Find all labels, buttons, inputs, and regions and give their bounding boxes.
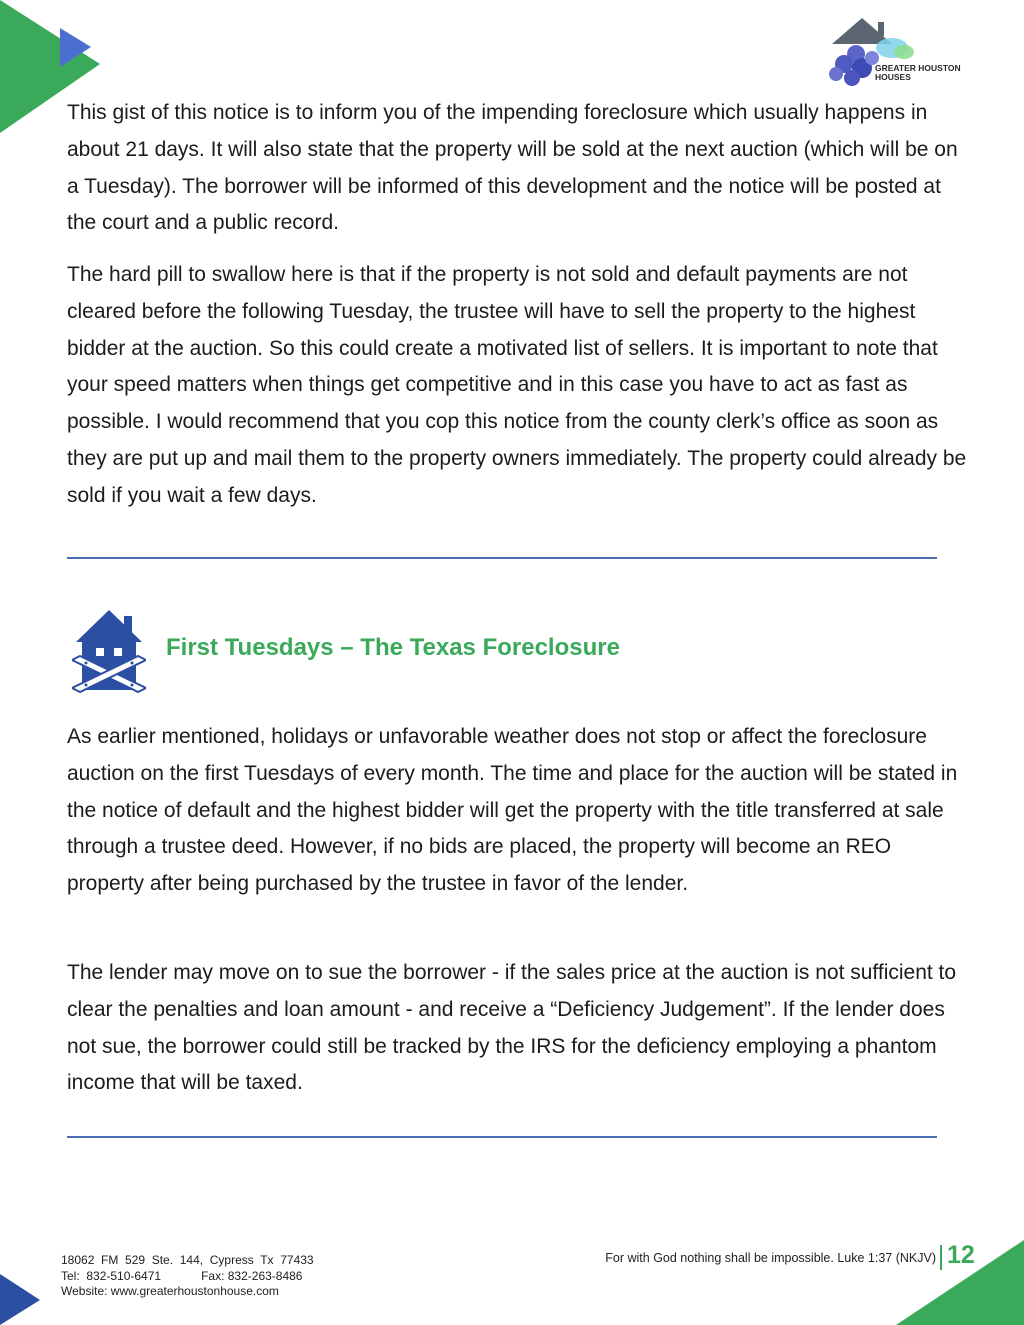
footer-quote: For with God nothing shall be impossible. Luke 1:37 (NKJV) bbox=[605, 1251, 936, 1265]
section-divider bbox=[67, 557, 937, 559]
foreclosed-house-icon bbox=[72, 608, 146, 694]
section-divider-bottom bbox=[67, 1136, 937, 1138]
brand-name bbox=[875, 64, 961, 82]
section-heading: First Tuesdays – The Texas Foreclosure bbox=[166, 634, 620, 661]
brand-line-1: GREATER HOUSTON bbox=[875, 63, 961, 73]
paragraph-first-tuesdays: As earlier mentioned, holidays or unfavorable weather does not stop or affect the foreclosure auction on the first Tuesdays of every month. The time and place for the auction will be stated in the notice of default and the highest bidder will get the property with the title transferred at sale through a trustee deed. However, if no bids are placed, the property will become an REO property after being purchased by the trustee in favor of the lender. bbox=[67, 725, 958, 896]
footer-phone-fax bbox=[61, 1269, 314, 1285]
brand-line-2: HOUSES bbox=[875, 72, 911, 82]
footer-contact bbox=[61, 1253, 314, 1300]
footer-website: Website: www.greaterhoustonhouse.com bbox=[61, 1284, 279, 1298]
footer-tel: Tel: 832-510-6471 bbox=[61, 1268, 162, 1283]
corner-decoration-bottom-right bbox=[896, 1240, 1024, 1325]
footer-address: 18062 FM 529 Ste. 144, Cypress Tx 77433 bbox=[61, 1253, 314, 1267]
page-number: 12 bbox=[947, 1241, 975, 1269]
paragraph-notice-gist: This gist of this notice is to inform you of the impending foreclosure which usually happens in about 21 days. It will also state that the property will be sold at the next auction (which will be on a Tuesday). The borrower will be informed of this development and the notice will be posted at the court and a public record. bbox=[67, 101, 958, 235]
paragraph-deficiency: The lender may move on to sue the borrower - if the sales price at the auction is not sufficient to clear the penalties and loan amount - and receive a “Deficiency Judgement”. If the lender does not sue, the borrower could still be tracked by the IRS for the deficiency employing a phantom income that will be taxed. bbox=[67, 961, 957, 1095]
footer-fax: Fax: 832-263-8486 bbox=[201, 1268, 303, 1283]
paragraph-hard-pill: The hard pill to swallow here is that if the property is not sold and default payments are not cleared before the following Tuesday, the trustee will have to sell the property to the highest bidder at the auction. So this could create a motivated list of sellers. It is important to note that your speed matters when things get competitive and in this case you have to act as fast as possible. I would recommend that you cop this notice from the county clerk’s office as soon as they are put up and mail them to the property owners immediately. The property could already be sold if you wait a few days. bbox=[67, 263, 967, 507]
corner-decoration-bottom-left bbox=[0, 1270, 50, 1325]
